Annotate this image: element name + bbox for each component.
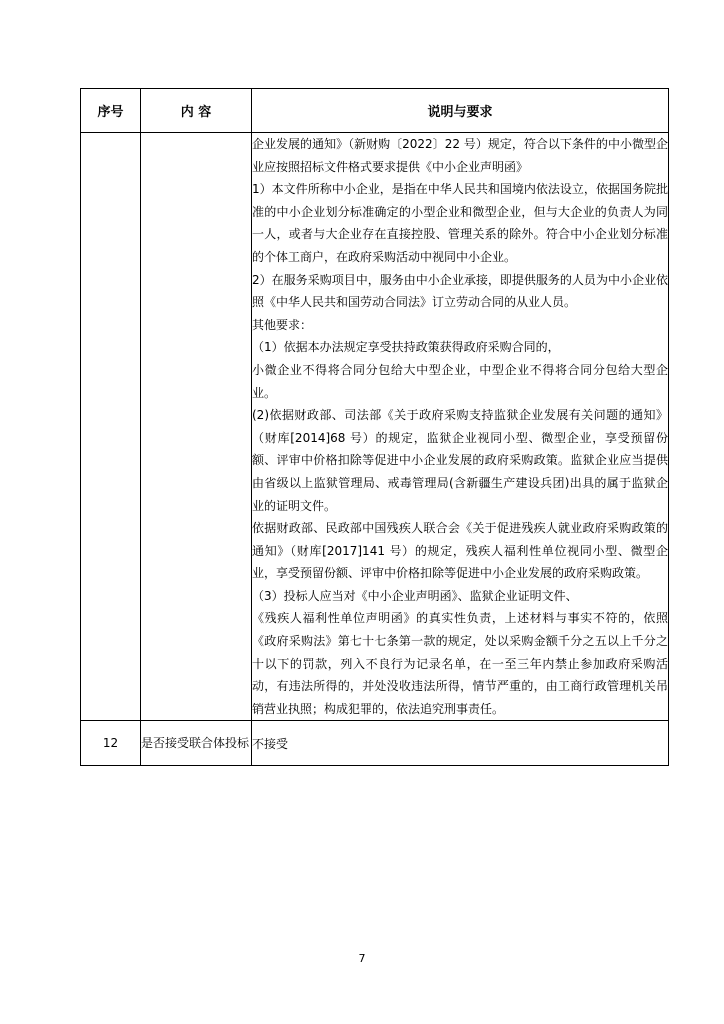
content-cell-empty	[141, 133, 252, 721]
serial-number: 12	[81, 721, 141, 766]
header-serial-number: 序号	[81, 89, 141, 133]
serial-cell-empty	[81, 133, 141, 721]
description-value: 不接受	[252, 721, 669, 766]
paragraph: 企业发展的通知》（新财购〔2022〕22 号）规定，符合以下条件的中小微型企业应按照招标文件格式要求提供《中小企业声明函》	[252, 137, 668, 174]
paragraph: 2）在服务采购项目中，服务由中小企业承接，即提供服务的人员为中小企业依照《中华人民共和国劳动合同法》订立劳动合同的从业人员。	[252, 272, 668, 310]
paragraph: 小微企业不得将合同分包给大中型企业，中型企业不得将合同分包给大型企业。	[252, 362, 668, 400]
requirements-table	[80, 88, 669, 766]
table-row-12	[81, 721, 669, 766]
paragraph: 其他要求：	[252, 317, 313, 332]
paragraph: 依据财政部、民政部中国残疾人联合会《关于促进残疾人就业政府采购政策的通知》（财库[2017]141 号）的规定，残疾人福利性单位视同小型、微型企业，享受预留份额、评审中价格扣除等促进中小企业发展的政府采购政策。	[252, 521, 668, 581]
table-row	[81, 133, 669, 721]
page-number: 7	[358, 952, 366, 965]
description-cell	[252, 133, 669, 721]
table-header-row	[81, 89, 669, 133]
header-content: 内 容	[141, 89, 252, 133]
paragraph: 《残疾人福利性单位声明函》的真实性负责，上述材料与事实不符的，依照《政府采购法》第七十七条第一款的规定，处以采购金额千分之五以上千分之十以下的罚款，列入不良行为记录名单，在一至三年内禁止参加政府采购活动，有违法所得的，并处没收违法所得，情节严重的，由工商行政管理机关吊销营业执照；构成犯罪的，依法追究刑事责任。	[252, 611, 668, 716]
paragraph: （1）依据本办法规定享受扶持政策获得政府采购合同的，	[252, 340, 560, 355]
content-label: 是否接受联合体投标	[141, 721, 252, 766]
paragraph: (2)依据财政部、司法部《关于政府采购支持监狱企业发展有关问题的通知》（财库[2014]68 号）的规定，监狱企业视同小型、微型企业，享受预留份额、评审中价格扣除等促进中小企业发展的政府采购政策。监狱企业应当提供由省级以上监狱管理局、戒毒管理局(含新疆生产建设兵团)出具的属于监狱企业的证明文件。	[252, 408, 668, 513]
paragraph: 1）本文件所称中小企业，是指在中华人民共和国境内依法设立，依据国务院批准的中小企业划分标准确定的小型企业和微型企业，但与大企业的负责人为同一人，或者与大企业存在直接控股、管理关系的除外。符合中小企业划分标准的个体工商户，在政府采购活动中视同中小企业。	[252, 182, 668, 264]
paragraph: （3）投标人应当对《中小企业声明函》、监狱企业证明文件、	[252, 588, 578, 603]
header-description: 说明与要求	[252, 89, 669, 133]
